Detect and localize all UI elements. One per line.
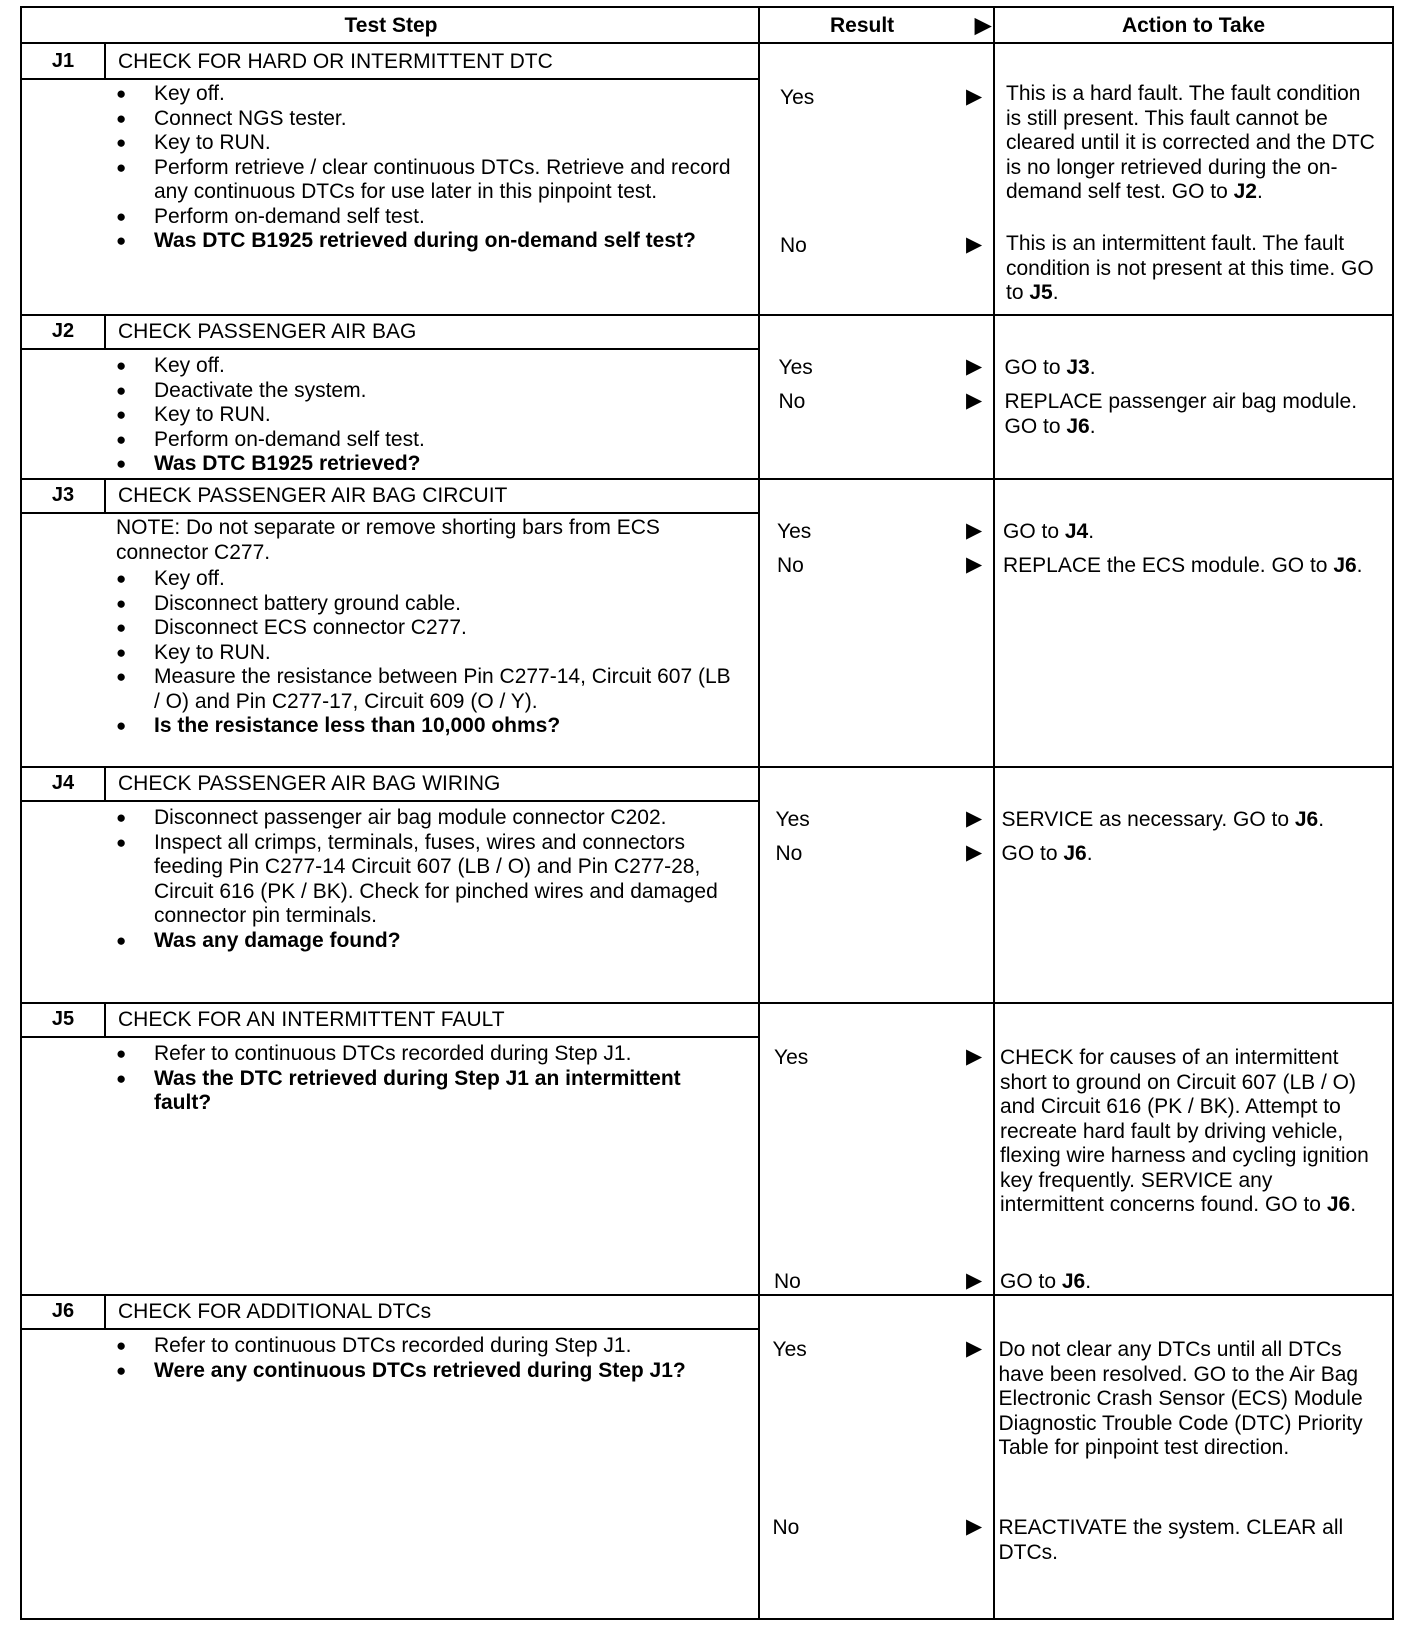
action-text-tail: . (1350, 1193, 1357, 1216)
header-test-step: Test Step (22, 8, 760, 44)
result-arrow-icon: ▶ (966, 553, 983, 576)
action-text-tail: . (1085, 1270, 1092, 1293)
step-bullet: ● Key off. (116, 82, 736, 107)
result-arrow-icon: ▶ (966, 85, 983, 108)
step-question: ● Was any damage found? (116, 929, 736, 954)
result-arrow-icon: ▶ (966, 1269, 983, 1292)
result-arrow-icon: ▶ (966, 1515, 983, 1538)
step-bullet: ● Perform retrieve / clear continuous DTCs. Retrieve and record any continuous DTCs for use later in this pinpoint test. (116, 156, 736, 205)
action-goto-step: J6 (1333, 554, 1357, 577)
step-id-divider (104, 44, 106, 78)
action-text: GO to (1004, 356, 1067, 379)
action-no (1005, 390, 1377, 439)
step-title: CHECK PASSENGER AIR BAG WIRING (118, 772, 501, 795)
step-title: CHECK FOR AN INTERMITTENT FAULT (118, 1008, 505, 1031)
step-bullet: ● Perform on-demand self test. (116, 428, 736, 453)
action-goto-step: J6 (1326, 1193, 1351, 1216)
action-text-tail: . (1086, 842, 1093, 865)
step-id: J2 (51, 320, 75, 342)
action-goto-step: J6 (1294, 808, 1319, 831)
step-bullet: ● Key off. (116, 567, 736, 592)
header-result (760, 8, 995, 44)
step-id: J1 (51, 50, 75, 72)
action-no (1006, 232, 1378, 306)
header-result-label: Result (830, 14, 895, 37)
row-divider (22, 1294, 1392, 1296)
action-text: Do not clear any DTCs until all DTCs have been resolved. GO to the Air Bag Electronic Crash Sensor (ECS) Module Diagnostic Trouble Code (DTC) Priority Table for pinpoint test direction. (998, 1338, 1363, 1459)
result-arrow-icon: ▶ (966, 807, 983, 830)
row-divider (22, 314, 1392, 316)
step-title-underline (22, 78, 758, 80)
step-bullet-list (116, 354, 736, 477)
result-arrow-icon: ▶ (966, 1045, 983, 1068)
action-yes (999, 1338, 1371, 1461)
result-no-label: No (777, 554, 804, 577)
step-id-divider (104, 478, 106, 512)
result-arrow-icon: ▶ (966, 233, 983, 256)
header-arrow-icon: ▶ (974, 14, 991, 37)
step-id: J3 (51, 484, 75, 506)
step-id: J5 (51, 1008, 75, 1030)
action-no (1002, 842, 1374, 867)
result-arrow-icon: ▶ (966, 389, 983, 412)
action-text: SERVICE as necessary. GO to (1001, 808, 1295, 831)
action-text: REPLACE passenger air bag module. GO to (1004, 390, 1358, 438)
step-title: CHECK FOR ADDITIONAL DTCs (118, 1300, 432, 1323)
step-bullet: ● Key to RUN. (116, 131, 736, 156)
action-no (1000, 1270, 1372, 1295)
step-title: CHECK PASSENGER AIR BAG CIRCUIT (118, 484, 508, 507)
action-goto-step: J6 (1061, 1270, 1086, 1293)
result-arrow-icon: ▶ (966, 519, 983, 542)
action-goto-step: J3 (1066, 356, 1090, 379)
step-question: ● Was DTC B1925 retrieved during on-demand self test? (116, 229, 736, 254)
step-bullet-list (116, 1334, 736, 1383)
action-text-tail: . (1089, 414, 1096, 438)
step-body (116, 516, 736, 739)
action-text-tail: . (1318, 808, 1325, 831)
result-no-label: No (778, 390, 806, 413)
action-goto-step: J4 (1064, 520, 1089, 543)
action-text: CHECK for causes of an intermittent short to ground on Circuit 607 (LB / O) and Circuit 616 (PK / BK). Attempt to recreate hard fault by driving vehicle, flexing wire harness and cycling ignition key frequently. SERVICE any intermittent concerns found. GO to (1000, 1046, 1369, 1216)
action-text: GO to (1000, 1270, 1062, 1293)
action-yes (1002, 808, 1374, 833)
step-bullet: ● Perform on-demand self test. (116, 205, 736, 230)
action-yes (1005, 356, 1377, 381)
action-goto-step: J6 (1066, 414, 1090, 438)
result-arrow-icon: ▶ (966, 1337, 983, 1360)
pinpoint-test-table (20, 6, 1394, 1620)
step-bullet: ● Inspect all crimps, terminals, fuses, wires and connectors feeding Pin C277-14 Circuit 607 (LB / O) and Pin C277-28, Circuit 616 (PK / BK). Check for pinched wires and damaged connector pin terminals. (116, 831, 736, 929)
row-divider (22, 478, 1392, 480)
step-bullet: ● Disconnect passenger air bag module connector C202. (116, 806, 736, 831)
result-no-label: No (775, 842, 803, 865)
step-bullet-list (116, 567, 736, 739)
step-body (116, 354, 736, 477)
result-no-label: No (780, 234, 807, 257)
action-goto-step: J6 (1063, 842, 1087, 865)
step-title-underline (22, 1328, 758, 1330)
step-title-underline (22, 1036, 758, 1038)
step-title: CHECK FOR HARD OR INTERMITTENT DTC (118, 50, 553, 73)
result-yes-label: Yes (772, 1338, 807, 1361)
step-id-divider (104, 766, 106, 800)
result-yes-label: Yes (775, 808, 810, 831)
step-question: ● Was DTC B1925 retrieved? (116, 452, 736, 477)
step-body (116, 82, 736, 254)
result-arrow-icon: ▶ (966, 355, 983, 378)
step-bullet: ● Disconnect ECS connector C277. (116, 616, 736, 641)
step-title-underline (22, 348, 758, 350)
step-bullet-list (116, 806, 736, 953)
step-body (116, 1042, 736, 1116)
action-no (1003, 554, 1375, 579)
step-id: J6 (51, 1300, 75, 1322)
step-question: ● Is the resistance less than 10,000 ohms? (116, 714, 736, 739)
action-yes (1006, 82, 1378, 205)
step-note: NOTE: Do not separate or remove shorting bars from ECS connector C277. (116, 516, 660, 564)
step-title-underline (22, 512, 758, 514)
action-text-tail: . (1089, 356, 1096, 379)
step-body (116, 806, 736, 953)
step-bullet: ● Deactivate the system. (116, 379, 736, 404)
result-yes-label: Yes (774, 1046, 809, 1069)
action-text: This is a hard fault. The fault condition is still present. This fault cannot be cleared until it is corrected and the DTC is no longer retrieved during the on-demand self test. GO to (1006, 82, 1375, 203)
action-text-tail: . (1088, 520, 1095, 543)
action-text-tail: . (1356, 554, 1363, 577)
action-yes (1003, 520, 1375, 545)
step-question: ● Were any continuous DTCs retrieved during Step J1? (116, 1359, 736, 1384)
action-no (999, 1516, 1371, 1565)
step-bullet-list (116, 1042, 736, 1116)
step-question: ● Was the DTC retrieved during Step J1 an intermittent fault? (116, 1067, 736, 1116)
step-bullet: ● Refer to continuous DTCs recorded during Step J1. (116, 1042, 736, 1067)
action-text: GO to (1001, 842, 1064, 865)
step-title-underline (22, 800, 758, 802)
step-bullet: ● Refer to continuous DTCs recorded during Step J1. (116, 1334, 736, 1359)
step-bullet: ● Key off. (116, 354, 736, 379)
result-no-label: No (774, 1270, 801, 1293)
action-text-tail: . (1052, 281, 1059, 304)
row-divider (22, 1002, 1392, 1004)
action-text: GO to (1003, 520, 1065, 543)
action-goto-step: J2 (1233, 180, 1257, 203)
step-bullet: ● Key to RUN. (116, 641, 736, 666)
action-goto-step: J5 (1029, 281, 1053, 304)
result-yes-label: Yes (777, 520, 812, 543)
step-body (116, 1334, 736, 1383)
action-yes (1000, 1046, 1372, 1218)
result-arrow-icon: ▶ (966, 841, 983, 864)
action-text: REPLACE the ECS module. GO to (1003, 554, 1334, 577)
step-id-divider (104, 1002, 106, 1036)
column-divider-result (758, 8, 760, 1618)
result-yes-label: Yes (778, 356, 813, 379)
step-id: J4 (51, 772, 75, 794)
step-bullet: ● Key to RUN. (116, 403, 736, 428)
step-bullet: ● Measure the resistance between Pin C277-14, Circuit 607 (LB / O) and Pin C277-17, Circuit 609 (O / Y). (116, 665, 736, 714)
step-bullet: ● Disconnect battery ground cable. (116, 592, 736, 617)
step-title: CHECK PASSENGER AIR BAG (118, 320, 417, 343)
step-id-divider (104, 1294, 106, 1328)
result-yes-label: Yes (780, 86, 815, 109)
row-divider (22, 766, 1392, 768)
action-text: This is an intermittent fault. The fault condition is not present at this time. GO to (1006, 232, 1374, 304)
action-text-tail: . (1256, 180, 1263, 203)
step-id-divider (104, 314, 106, 348)
step-bullet: ● Connect NGS tester. (116, 107, 736, 132)
header-action: Action to Take (995, 8, 1392, 44)
step-bullet-list (116, 82, 736, 254)
result-no-label: No (772, 1516, 800, 1539)
action-text: REACTIVATE the system. CLEAR all DTCs. (998, 1516, 1344, 1564)
column-divider-action (993, 8, 995, 1618)
